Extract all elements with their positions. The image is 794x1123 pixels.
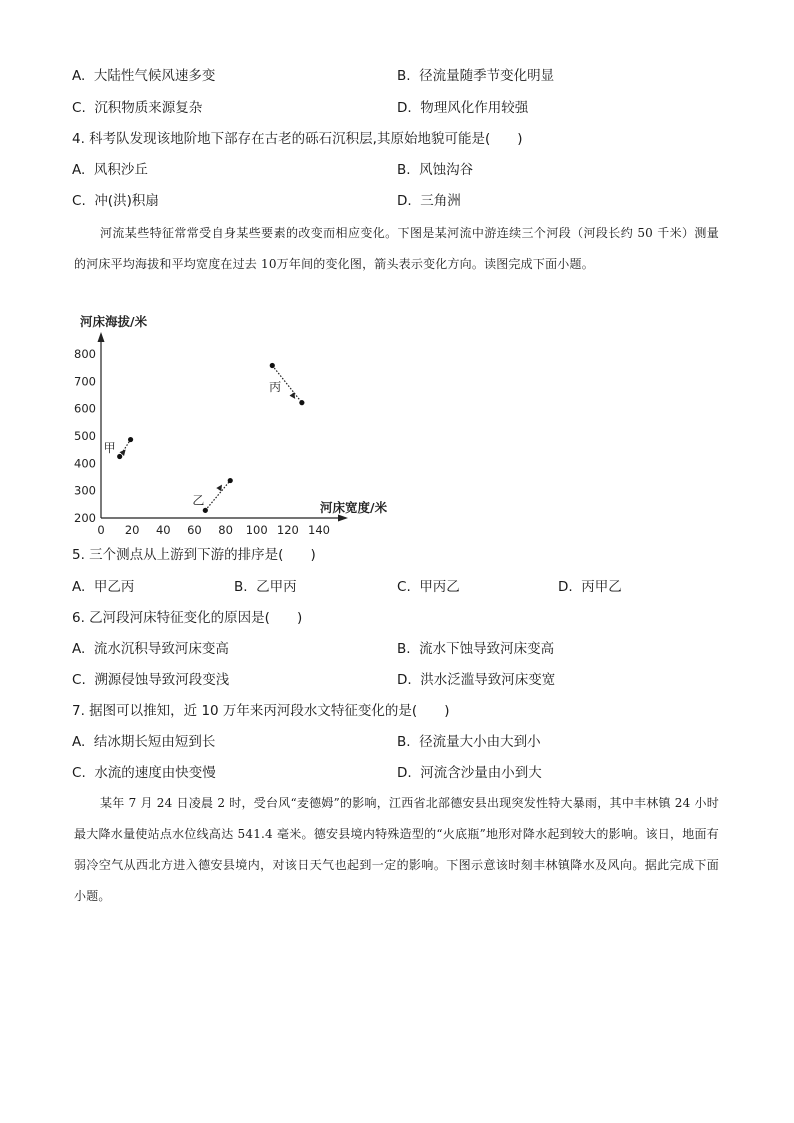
option-d: D. 物理风化作用较强 xyxy=(397,100,529,116)
series-丙 xyxy=(269,363,304,405)
y-tick-label: 500 xyxy=(74,429,96,443)
data-point xyxy=(128,437,133,442)
x-tick-label: 0 xyxy=(97,523,105,537)
question-4-stem: 4. 科考队发现该地阶地下部存在古老的砾石沉积层,其原始地貌可能是( ) xyxy=(72,131,523,147)
option-a: A. 大陆性气候风速多变 xyxy=(72,68,216,84)
series-甲 xyxy=(104,437,134,459)
series-乙 xyxy=(192,478,233,513)
option-b: B. 径流量随季节变化明显 xyxy=(397,68,555,84)
option-a: A. 流水沉积导致河床变高 xyxy=(72,641,229,657)
x-tick-label: 120 xyxy=(276,523,299,537)
river-bed-chart xyxy=(70,310,410,540)
option-a: A. 甲乙丙 xyxy=(72,579,135,595)
option-b: B. 径流量大小由大到小 xyxy=(397,734,541,750)
data-point xyxy=(203,508,208,513)
option-c: C. 水流的速度由快变慢 xyxy=(72,765,216,781)
option-d: D. 河流含沙量由小到大 xyxy=(397,765,542,781)
x-tick-label: 80 xyxy=(218,523,233,537)
chart-axes xyxy=(80,314,388,522)
question-5-stem: 5. 三个测点从上游到下游的排序是( ) xyxy=(72,547,316,563)
y-tick-label: 200 xyxy=(74,511,96,525)
x-tick-label: 40 xyxy=(155,523,171,537)
option-c: C. 沉积物质来源复杂 xyxy=(72,100,203,116)
x-axis-arrow xyxy=(338,515,348,522)
option-d: D. 丙甲乙 xyxy=(558,579,622,595)
option-c: C. 冲(洪)积扇 xyxy=(72,193,159,209)
question-6-stem: 6. 乙河段河床特征变化的原因是( ) xyxy=(72,610,303,626)
data-point xyxy=(270,363,275,368)
data-point xyxy=(299,400,304,405)
series-label: 丙 xyxy=(269,380,282,395)
series-label: 甲 xyxy=(103,441,116,456)
option-b: B. 乙甲丙 xyxy=(234,579,297,595)
chart-marks xyxy=(104,363,305,513)
y-tick-label: 600 xyxy=(74,401,96,416)
option-b: B. 流水下蚀导致河床变高 xyxy=(397,641,555,657)
y-tick-label: 400 xyxy=(74,456,96,471)
y-axis-arrow xyxy=(98,332,105,342)
option-b: B. 风蚀沟谷 xyxy=(397,162,474,178)
passage-river: 河流某些特征常常受自身某些要素的改变而相应变化。下图是某河流中游连续三个河段（河段长约 50 千米）测量的河床平均海拔和平均宽度在过去 10万年间的变化图，箭头表示变化方向。读图完成下面小题。 xyxy=(74,226,719,271)
option-d: D. 洪水泛滥导致河床变宽 xyxy=(397,672,556,688)
passage-typhoon: 某年 7 月 24 日凌晨 2 时，受台风“麦德姆”的影响，江西省北部德安县出现突发性特大暴雨，其中丰林镇 24 小时最大降水量使站点水位线高达 541.4 毫米。德安县境内特殊造型的“火底瓶”地形对降水起到较大的影响。该日，地面有弱冷空气从西北方进入德安县境内，对该日天气也起到一定的影响。下图示意该时刻丰林镇降水及风向。据此完成下面小题。 xyxy=(74,796,719,903)
option-d: D. 三角洲 xyxy=(397,193,461,209)
option-c: C. 溯源侵蚀导致河段变浅 xyxy=(72,672,230,688)
x-tick-label: 20 xyxy=(124,523,140,537)
option-c: C. 甲丙乙 xyxy=(397,579,460,595)
series-label: 乙 xyxy=(192,493,205,508)
x-tick-label: 100 xyxy=(245,523,268,537)
x-axis-label: 河床宽度/米 xyxy=(320,500,388,515)
y-tick-label: 300 xyxy=(74,483,96,498)
x-tick-label: 60 xyxy=(187,523,202,537)
option-a: A. 结冰期长短由短到长 xyxy=(72,734,216,750)
y-axis-label: 河床海拔/米 xyxy=(80,314,148,329)
series-path xyxy=(120,440,131,457)
question-7-stem: 7. 据图可以推知，近 10 万年来丙河段水文特征变化的是( ) xyxy=(72,703,450,719)
option-a: A. 风积沙丘 xyxy=(72,162,148,178)
x-tick-label: 140 xyxy=(308,523,330,537)
y-tick-label: 800 xyxy=(74,347,96,361)
data-point xyxy=(228,478,233,483)
y-tick-label: 700 xyxy=(74,374,96,389)
data-point xyxy=(117,454,122,459)
series-path xyxy=(205,481,230,511)
